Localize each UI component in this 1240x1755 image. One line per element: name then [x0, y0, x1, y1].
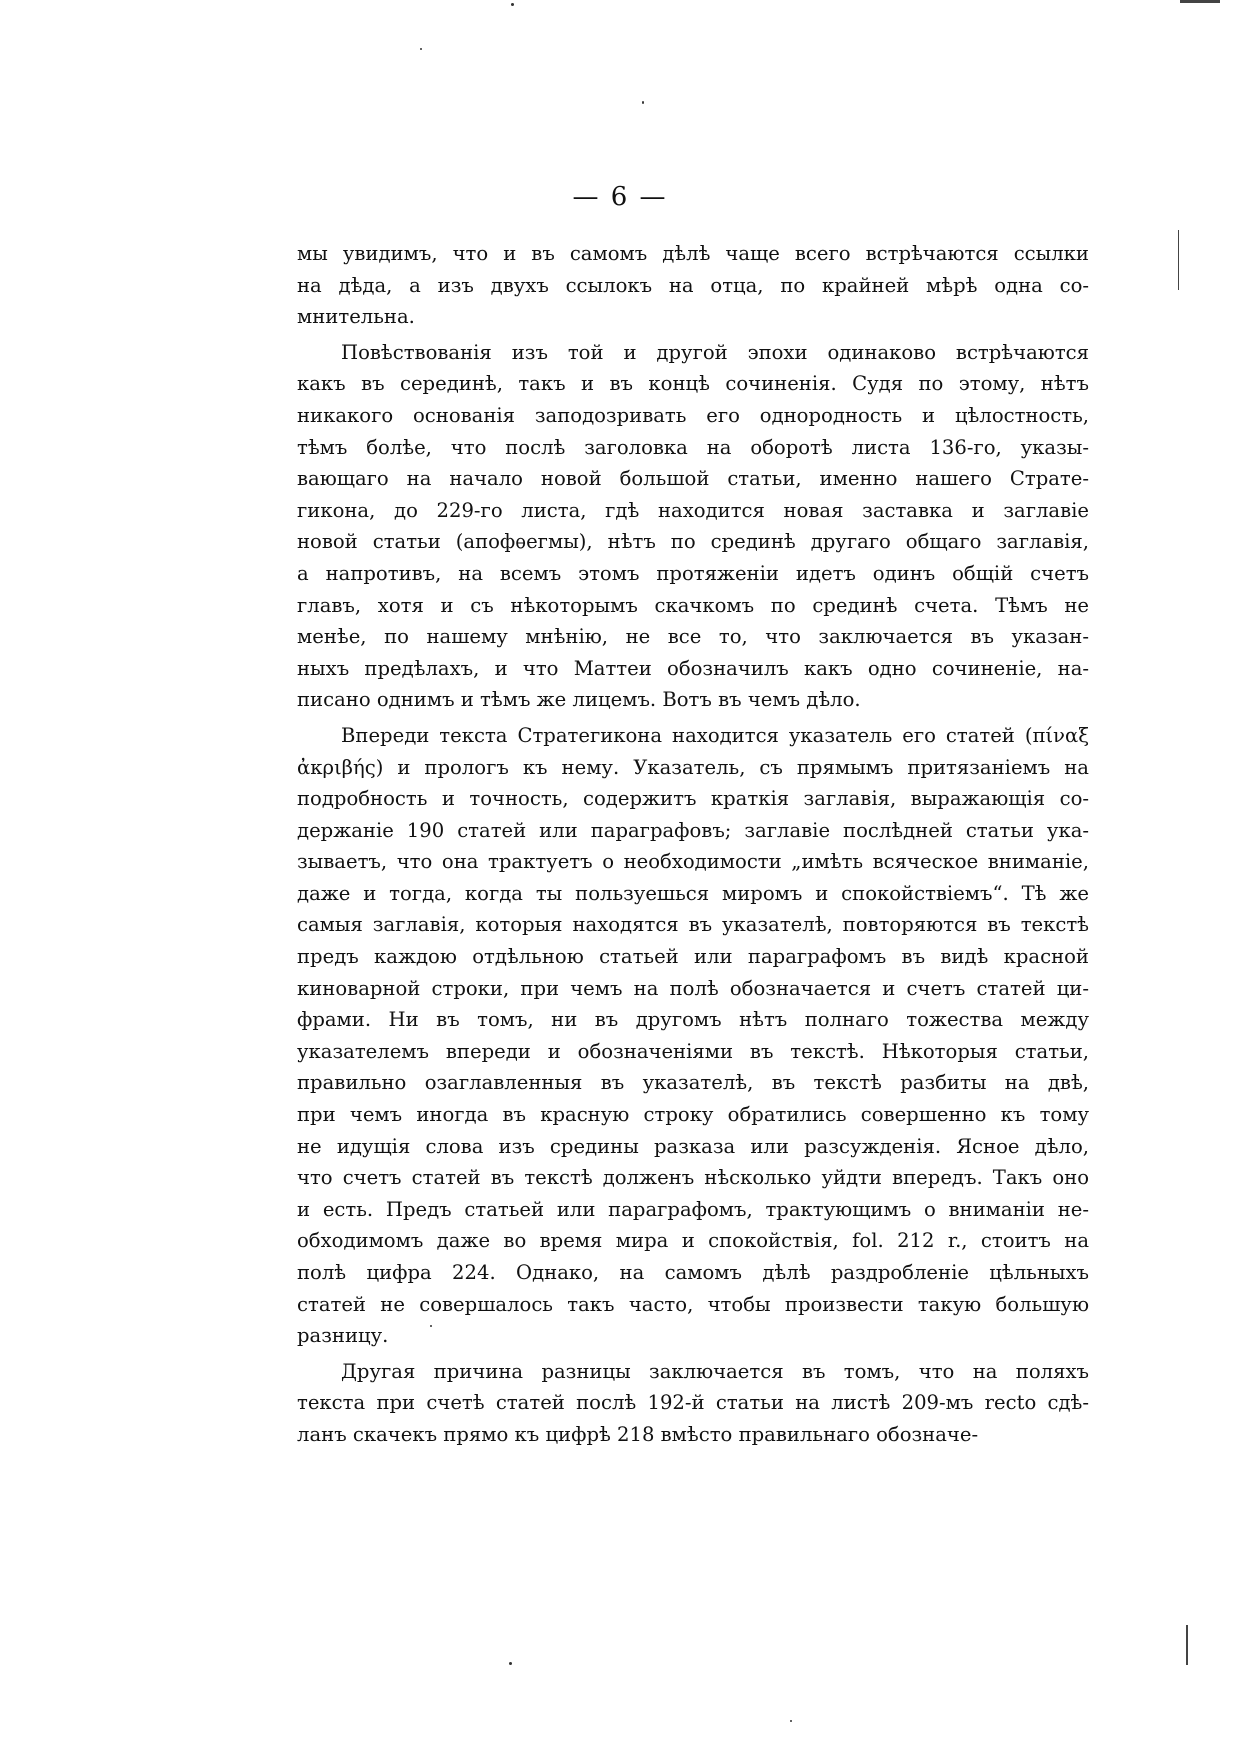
text-line: мнительна.	[297, 305, 415, 329]
scan-speck	[430, 1325, 432, 1327]
text-line: держаніе 190 статей или параграфовъ; заглавіе послѣдней статьи ука-	[297, 818, 1089, 842]
text-line: предъ каждою отдѣльною статьей или параграфомъ въ видѣ красной	[297, 945, 1089, 969]
text-line: не идущія слова изъ средины разказа или разсужденія. Ясное дѣло,	[297, 1134, 1089, 1158]
paragraph	[297, 238, 1089, 333]
scan-edge-mark	[1180, 0, 1220, 3]
text-line: Впереди текста Стратегикона находится указатель его статей (πίναξ	[341, 723, 1089, 747]
scan-speck	[420, 48, 422, 50]
text-line: при чемъ иногда въ красную строку обратились совершенно къ тому	[297, 1103, 1089, 1127]
text-line: писано однимъ и тѣмъ же лицемъ. Вотъ въ чемъ дѣло.	[297, 688, 861, 712]
text-line: самыя заглавія, которыя находятся въ указателѣ, повторяются въ текстѣ	[297, 913, 1089, 937]
text-line: Повѣствованія изъ той и другой эпохи одинаково встрѣчаются	[341, 340, 1089, 364]
text-line: какъ въ серединѣ, такъ и въ концѣ сочиненія. Судя по этому, нѣтъ	[297, 372, 1089, 396]
text-line: гикона, до 229-го листа, гдѣ находится новая заставка и заглавіе	[297, 498, 1089, 522]
text-line: подробность и точность, содержитъ краткія заглавія, выражающія со-	[297, 787, 1089, 811]
scan-edge-mark	[1178, 230, 1179, 290]
scan-speck	[511, 3, 514, 6]
text-line: фрами. Ни въ томъ, ни въ другомъ нѣтъ полнаго тожества между	[297, 1008, 1089, 1032]
text-line: текста при счетѣ статей послѣ 192-й статьи на листѣ 209-мъ recto сдѣ-	[297, 1391, 1089, 1415]
text-line: на дѣда, а изъ двухъ ссылокъ на отца, по крайней мѣрѣ одна со-	[297, 273, 1089, 297]
text-line: вающаго на начало новой большой статьи, именно нашего Страте-	[297, 467, 1089, 491]
text-line: правильно озаглавленныя въ указателѣ, въ текстѣ разбиты на двѣ,	[297, 1071, 1089, 1095]
scan-edge-mark	[1186, 1625, 1188, 1665]
text-line: тѣмъ болѣе, что послѣ заголовка на оборотѣ листа 136-го, указы-	[297, 435, 1089, 459]
text-line: мы увидимъ, что и въ самомъ дѣлѣ чаще всего встрѣчаются ссылки	[297, 242, 1089, 265]
text-line: зываетъ, что она трактуетъ о необходимости „имѣть всяческое вниманіе,	[297, 850, 1089, 874]
scan-speck	[509, 1662, 512, 1665]
paragraph	[297, 1356, 1089, 1451]
paragraph	[297, 337, 1089, 716]
text-line: разницу.	[297, 1324, 389, 1348]
text-line: полѣ цифра 224. Однако, на самомъ дѣлѣ раздробленіе цѣльныхъ	[297, 1261, 1089, 1284]
text-line: ланъ скачекъ прямо къ цифрѣ 218 вмѣсто правильнаго обозначе-	[297, 1422, 979, 1446]
text-line: указателемъ впереди и обозначеніями въ текстѣ. Нѣкоторыя статьи,	[297, 1039, 1089, 1063]
text-line: киноварной строки, при чемъ на полѣ обозначается и счетъ статей ци-	[297, 976, 1089, 1000]
text-line: даже и тогда, когда ты пользуешься миромъ и спокойствіемъ“. Тѣ же	[297, 881, 1089, 905]
text-line: а напротивъ, на всемъ этомъ протяженіи идетъ одинъ общій счетъ	[297, 561, 1089, 585]
scan-speck	[790, 1720, 792, 1722]
paragraph	[297, 720, 1089, 1352]
text-line: ныхъ предѣлахъ, и что Маттеи обозначилъ какъ одно сочиненіе, на-	[297, 656, 1089, 680]
text-line: никакого основанія заподозривать его однородность и цѣлостность,	[297, 403, 1089, 427]
text-line: новой статьи (апофѳегмы), нѣтъ по срединѣ другаго общаго заглавія,	[297, 530, 1089, 554]
text-line: менѣе, по нашему мнѣнію, не все то, что заключается въ указан-	[297, 625, 1089, 649]
text-line: обходимомъ даже во время мира и спокойствія, fol. 212 r., стоитъ на	[297, 1229, 1089, 1253]
text-line: и есть. Предъ статьей или параграфомъ, трактующимъ о вниманіи не-	[297, 1197, 1089, 1221]
scan-speck	[642, 101, 644, 104]
body-text	[297, 238, 1089, 1455]
text-line: главъ, хотя и съ нѣкоторымъ скачкомъ по срединѣ счета. Тѣмъ не	[297, 593, 1089, 617]
text-line: статей не совершалось такъ часто, чтобы произвести такую большую	[297, 1292, 1089, 1316]
page-number: — 6 —	[572, 182, 668, 212]
text-line: Другая причина разницы заключается въ томъ, что на поляхъ	[341, 1359, 1089, 1383]
text-line: ἀκριβής) и прологъ къ нему. Указатель, съ прямымъ притязаніемъ на	[297, 755, 1089, 779]
text-line: что счетъ статей въ текстѣ долженъ нѣсколько уйдти впередъ. Такъ оно	[297, 1166, 1089, 1190]
